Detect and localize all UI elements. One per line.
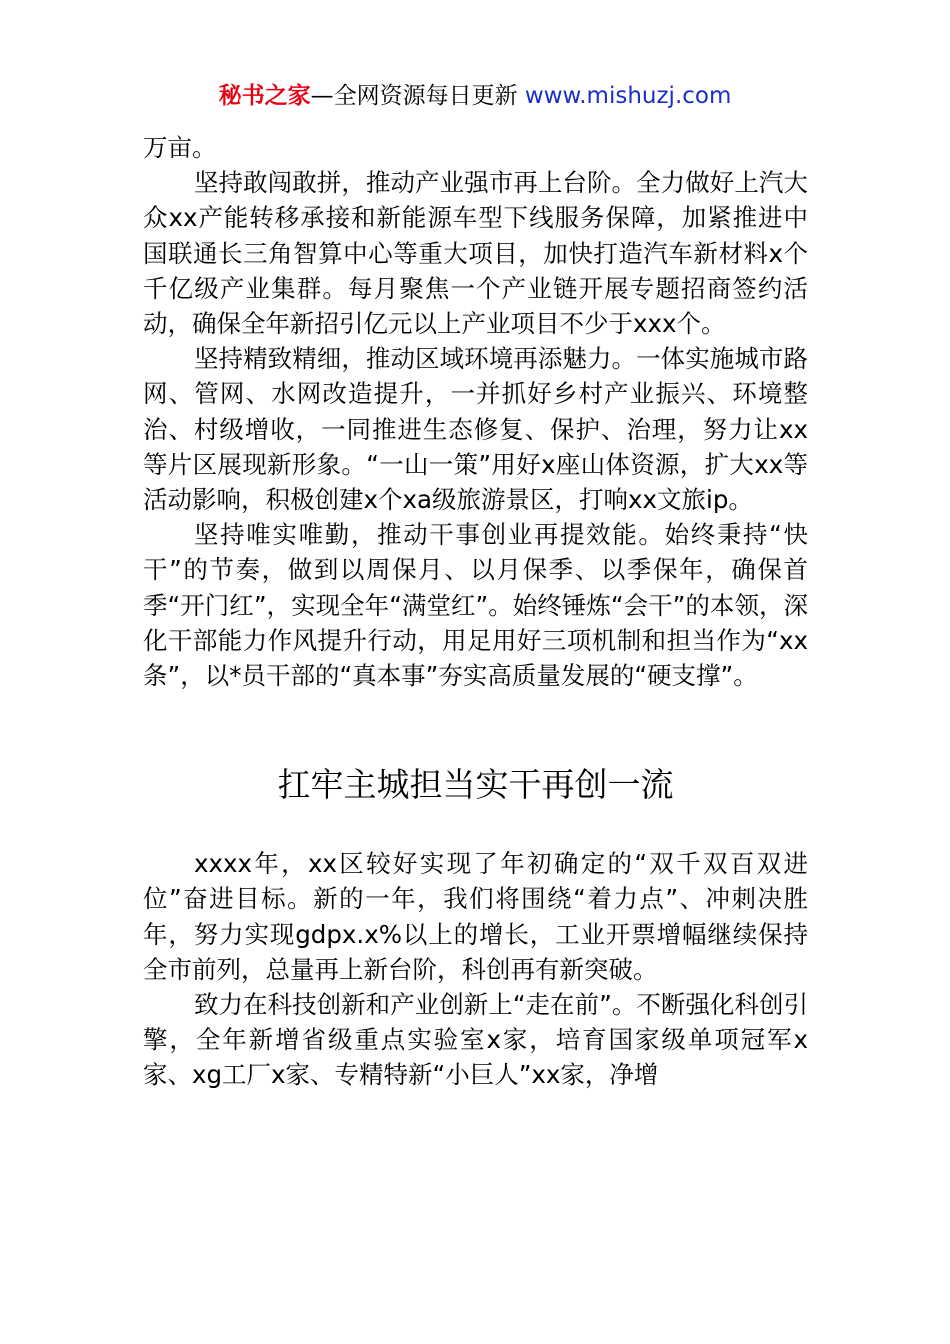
site-banner (0, 80, 950, 112)
paragraph-innovation: 致力在科技创新和产业创新上“走在前”。不断强化科创引擎，全年新增省级重点实验室x家，培育国家级单项冠军x家、xg工厂x家、专精特新“小巨人”xx家，净增 (143, 990, 808, 1090)
paragraph-efficiency: 坚持唯实唯勤，推动干事创业再提效能。始终秉持“快干”的节奏，做到以周保月、以月保季、以季保年，确保首季“开门红”，实现全年“满堂红”。始终锤炼“会干”的本领，深化干部能力作风提升行动，用足用好三项机制和担当作为“xx条”，以*员干部的“真本事”夯实高质量发展的“硬支撑”。 (143, 520, 808, 691)
document-body (143, 130, 808, 1093)
site-url-link[interactable]: www.mishuzj.com (524, 83, 732, 109)
section-heading: 扛牢主城担当实干再创一流 (277, 765, 674, 805)
paragraph-industry: 坚持敢闯敢拼，推动产业强市再上台阶。全力做好上汽大众xx产能转移承接和新能源车型下线服务保障，加紧推进中国联通长三角智算中心等重大项目，加快打造汽车新材料x个千亿级产业集群。每月聚焦一个产业链开展专题招商签约活动，确保全年新招引亿元以上产业项目不少于xxx个。 (143, 168, 808, 339)
continuation-text: 万亩。 (143, 133, 217, 162)
site-tagline: —全网资源每日更新 (310, 83, 518, 109)
paragraph-goals: xxxx年，xx区较好实现了年初确定的“双千双百双进位”奋进目标。新的一年，我们将围绕“着力点”、冲刺决胜年，努力实现gdpx.x%以上的增长，工业开票增幅继续保持全市前列，总量再上新台阶，科创再有新突破。 (143, 849, 808, 984)
paragraph-environment: 坚持精致精细，推动区域环境再添魅力。一体实施城市路网、管网、水网改造提升，一并抓好乡村产业振兴、环境整治、村级增收，一同推进生态修复、保护、治理，努力让xx等片区展现新形象。“一山一策”用好x座山体资源，扩大xx等活动影响，积极创建x个xa级旅游景区，打响xx文旅ip。 (143, 344, 808, 515)
site-brand: 秘书之家 (218, 83, 311, 109)
